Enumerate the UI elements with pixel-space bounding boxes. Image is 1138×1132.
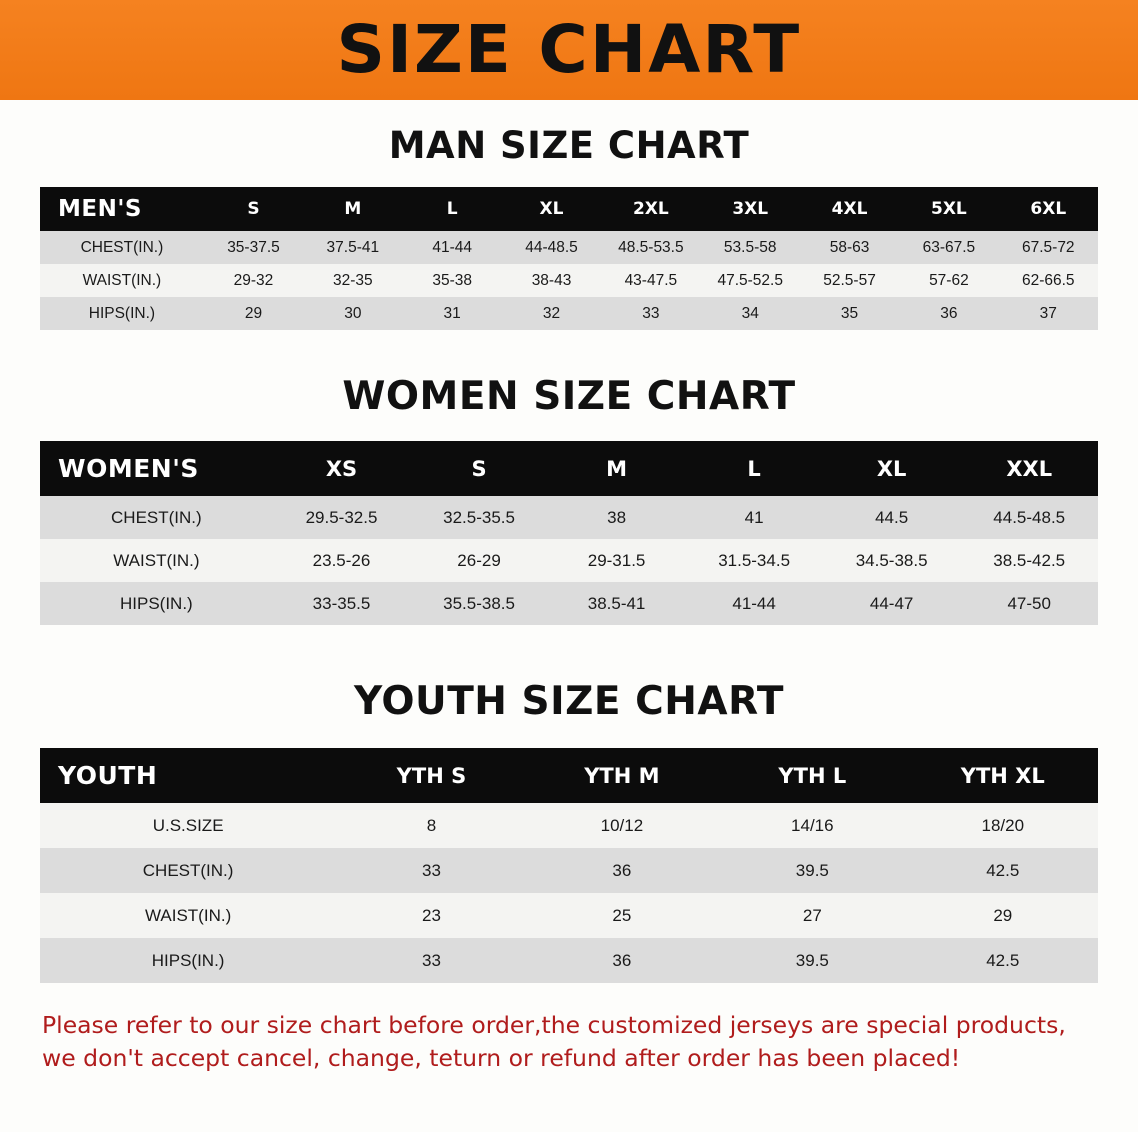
- cell: 32.5-35.5: [443, 507, 515, 527]
- row-label: CHEST(IN.): [80, 238, 164, 256]
- cell: 41-44: [732, 593, 776, 613]
- cell: 57-62: [929, 271, 969, 289]
- cell: 29.5-32.5: [305, 507, 378, 527]
- man-col-header: 5XL: [931, 199, 967, 219]
- row-label: HIPS(IN.): [151, 950, 225, 970]
- women-table-wrap: [40, 441, 1098, 625]
- cell: 42.5: [986, 950, 1020, 970]
- cell: 47.5-52.5: [717, 271, 783, 289]
- cell: 35.5-38.5: [443, 593, 515, 613]
- women-table-body: [40, 496, 1098, 625]
- cell: 44.5-48.5: [993, 507, 1066, 527]
- cell: 42.5: [986, 860, 1020, 880]
- man-col-header: XL: [539, 199, 564, 219]
- youth-col-header: YTH XL: [960, 763, 1045, 788]
- row-label: CHEST(IN.): [111, 507, 202, 527]
- women-header-row: [40, 441, 1098, 496]
- cell: 63-67.5: [922, 238, 976, 256]
- table-row: [40, 496, 1098, 539]
- youth-col-header: YTH S: [396, 763, 467, 788]
- cell: 29-31.5: [587, 550, 646, 570]
- women-col-header: XS: [325, 456, 358, 481]
- cell: 47-50: [1007, 593, 1051, 613]
- cell: 34: [741, 304, 759, 322]
- table-row: [40, 893, 1098, 938]
- cell: 32: [542, 304, 561, 322]
- women-col-header: XXL: [1006, 456, 1053, 481]
- cell: 38.5-41: [587, 593, 646, 613]
- row-label: WAIST(IN.): [113, 550, 200, 570]
- cell: 62-66.5: [1021, 271, 1075, 289]
- women-corner-label: WOMEN'S: [58, 454, 199, 483]
- man-col-header: L: [446, 199, 458, 219]
- row-label: WAIST(IN.): [82, 271, 162, 289]
- man-table-wrap: [40, 187, 1098, 330]
- youth-section-heading: YOUTH SIZE CHART: [354, 679, 784, 724]
- table-row: [40, 539, 1098, 582]
- man-col-header: S: [247, 199, 260, 219]
- cell: 35-38: [432, 271, 472, 289]
- women-size-table: [40, 441, 1098, 625]
- cell: 8: [426, 815, 437, 835]
- cell: 25: [612, 905, 632, 925]
- table-row: [40, 848, 1098, 893]
- cell: 31: [443, 304, 461, 322]
- man-col-header: M: [344, 199, 362, 219]
- table-row: [40, 231, 1098, 264]
- cell: 33: [421, 860, 441, 880]
- cell: 38.5-42.5: [993, 550, 1066, 570]
- cell: 39.5: [795, 950, 829, 970]
- cell: 37: [1039, 304, 1057, 322]
- cell: 23: [421, 905, 441, 925]
- table-row: [40, 264, 1098, 297]
- policy-note-line-1: Please refer to our size chart before order,the customized jerseys are special products,: [42, 1011, 1066, 1039]
- man-col-header: 3XL: [732, 199, 769, 219]
- cell: 33: [642, 304, 660, 322]
- cell: 18/20: [981, 815, 1025, 835]
- cell: 39.5: [795, 860, 829, 880]
- youth-table-body: [40, 803, 1098, 983]
- cell: 10/12: [600, 815, 644, 835]
- row-label: WAIST(IN.): [144, 905, 232, 925]
- cell: 26-29: [457, 550, 501, 570]
- women-section-heading: WOMEN SIZE CHART: [342, 374, 796, 419]
- women-col-header: XL: [876, 456, 907, 481]
- cell: 41: [744, 507, 764, 527]
- youth-corner-label: YOUTH: [58, 761, 158, 790]
- cell: 52.5-57: [823, 271, 876, 289]
- cell: 30: [344, 304, 362, 322]
- cell: 23.5-26: [312, 550, 371, 570]
- cell: 37.5-41: [326, 238, 380, 256]
- man-col-header: 4XL: [831, 199, 868, 219]
- cell: 53.5-58: [723, 238, 777, 256]
- cell: 33: [421, 950, 441, 970]
- page-title: SIZE CHART: [336, 11, 802, 88]
- youth-header-row: [40, 748, 1098, 803]
- cell: 48.5-53.5: [618, 238, 684, 256]
- youth-col-header: YTH M: [584, 763, 660, 788]
- cell: 34.5-38.5: [855, 550, 928, 570]
- table-row: [40, 297, 1098, 330]
- row-label: CHEST(IN.): [142, 860, 234, 880]
- man-table-body: [40, 231, 1098, 330]
- row-label: HIPS(IN.): [88, 304, 156, 322]
- table-row: [40, 582, 1098, 625]
- cell: 32-35: [333, 271, 373, 289]
- table-row: [40, 803, 1098, 848]
- cell: 67.5-72: [1021, 238, 1075, 256]
- women-col-header: S: [471, 456, 487, 481]
- women-col-header: M: [606, 456, 628, 481]
- man-size-table: [40, 187, 1098, 330]
- cell: 58-63: [829, 238, 870, 256]
- cell: 27: [802, 905, 822, 925]
- man-table-head: [40, 187, 1098, 231]
- cell: 29: [993, 905, 1013, 925]
- cell: 44-47: [869, 593, 914, 613]
- row-label: U.S.SIZE: [152, 815, 224, 835]
- cell: 36: [612, 950, 632, 970]
- youth-col-header: YTH L: [778, 763, 847, 788]
- cell: 14/16: [791, 815, 834, 835]
- cell: 41-44: [432, 238, 472, 256]
- cell: 36: [940, 304, 958, 322]
- row-label: HIPS(IN.): [120, 593, 193, 613]
- man-section-heading: MAN SIZE CHART: [388, 124, 750, 167]
- policy-note-line-2: we don't accept cancel, change, teturn or refund after order has been placed!: [42, 1044, 961, 1073]
- man-header-row: [40, 187, 1098, 231]
- youth-table-wrap: [40, 748, 1098, 983]
- youth-size-table: [40, 748, 1098, 983]
- table-row: [40, 938, 1098, 983]
- women-col-header: L: [747, 456, 761, 481]
- cell: 44-48.5: [525, 238, 578, 256]
- cell: 38: [607, 507, 627, 527]
- man-col-header: 6XL: [1030, 199, 1067, 219]
- cell: 35: [840, 304, 859, 322]
- cell: 31.5-34.5: [718, 550, 791, 570]
- youth-table-head: [40, 748, 1098, 803]
- women-table-head: [40, 441, 1098, 496]
- cell: 43-47.5: [624, 271, 678, 289]
- page-banner: [0, 0, 1138, 100]
- cell: 29: [244, 304, 263, 322]
- man-corner-label: MEN'S: [58, 196, 142, 222]
- cell: 38-43: [531, 271, 572, 289]
- cell: 29-32: [233, 271, 274, 289]
- cell: 36: [612, 860, 632, 880]
- cell: 44.5: [875, 507, 909, 527]
- cell: 33-35.5: [312, 593, 371, 613]
- man-col-header: 2XL: [632, 199, 669, 219]
- cell: 35-37.5: [227, 238, 280, 256]
- policy-note: [42, 1009, 1096, 1076]
